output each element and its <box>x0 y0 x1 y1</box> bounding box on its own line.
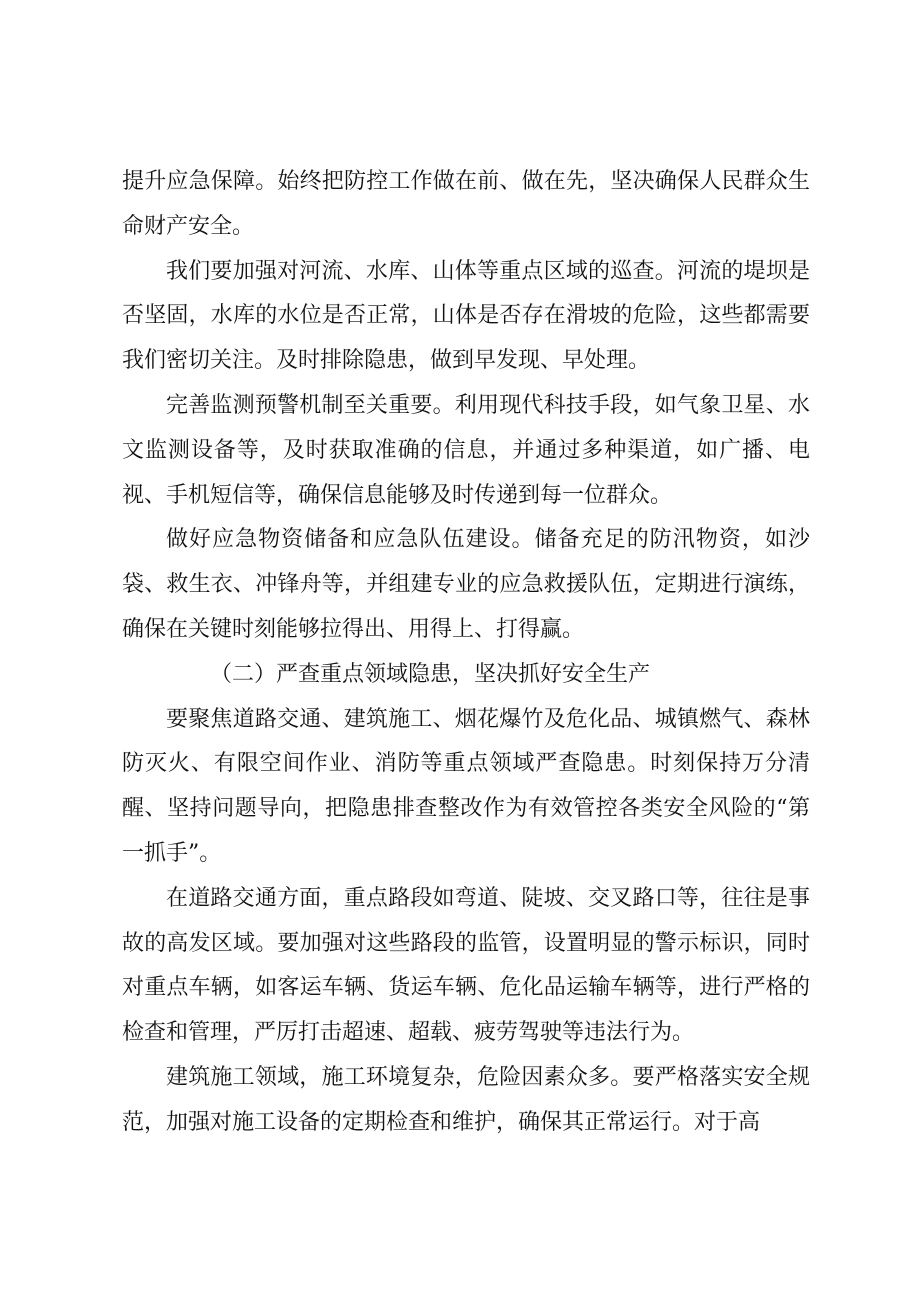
paragraph-inspection: 我们要加强对河流、水库、山体等重点区域的巡查。河流的堤坝是否坚固，水库的水位是否正常，山体是否存在滑坡的危险，这些都需要我们密切关注。及时排除隐患，做到早发现、早处理。 <box>122 258 810 374</box>
paragraph-continuation: 提升应急保障。始终把防控工作做在前、做在先，坚决确保人民群众生命财产安全。 <box>122 169 810 239</box>
paragraph-construction: 建筑施工领域，施工环境复杂，危险因素众多。要严格落实安全规范，加强对施工设备的定期检查和维护，确保其正常运行。对于高 <box>122 1064 810 1135</box>
paragraph-key-areas: 要聚焦道路交通、建筑施工、烟花爆竹及危化品、城镇燃气、森林防灭火、有限空间作业、消防等重点领域严查隐患。时刻保持万分清醒、坚持问题导向，把隐患排查整改作为有效管控各类安全风险的“第一抓手”。 <box>122 706 810 866</box>
paragraph-monitoring: 完善监测预警机制至关重要。利用现代科技手段，如气象卫星、水文监测设备等，及时获取准确的信息，并通过多种渠道，如广播、电视、手机短信等，确保信息能够及时传递到每一位群众。 <box>122 392 810 508</box>
paragraph-road-traffic: 在道路交通方面，重点路段如弯道、陡坡、交叉路口等，往往是事故的高发区域。要加强对这些路段的监管，设置明显的警示标识，同时对重点车辆，如客运车辆、货运车辆、危化品运输车辆等，进行严格的检查和管理，严厉打击超速、超载、疲劳驾驶等违法行为。 <box>122 885 810 1046</box>
paragraph-emergency-supplies: 做好应急物资储备和应急队伍建设。储备充足的防汛物资，如沙袋、救生衣、冲锋舟等，并组建专业的应急救援队伍，定期进行演练，确保在关键时刻能够拉得出、用得上、打得赢。 <box>122 527 810 642</box>
section-heading <box>122 653 810 698</box>
document-body <box>122 160 810 1146</box>
section-heading-text: （二）严查重点领域隐患，坚决抓好安全生产 <box>210 661 651 687</box>
